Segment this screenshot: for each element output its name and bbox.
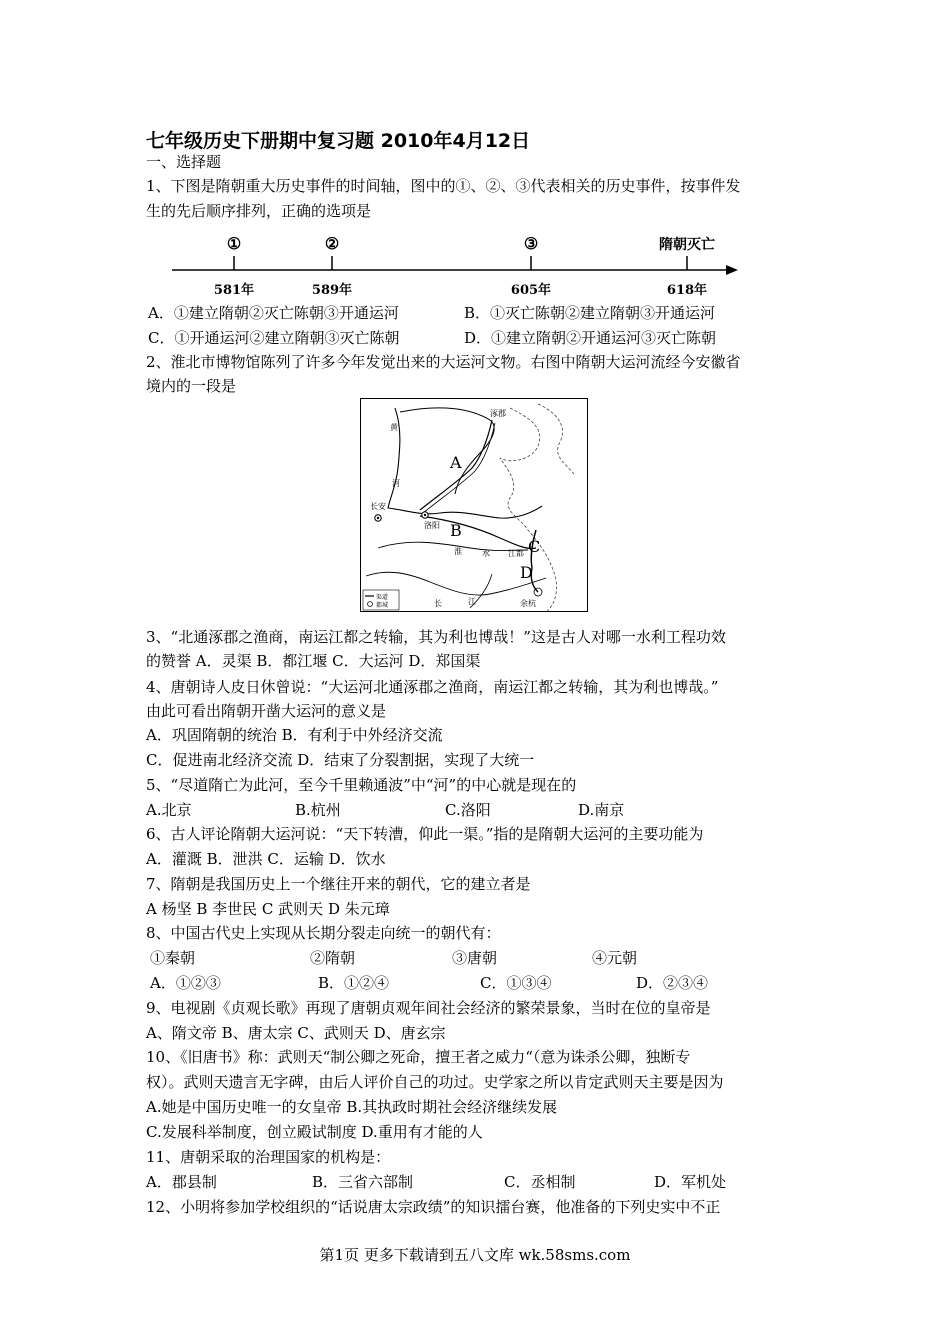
map-label-jiangdu: 江都	[508, 549, 524, 558]
timeline-year-618: 618年	[666, 283, 708, 298]
map-segment-d: D	[520, 563, 533, 582]
q9-options: A、隋文帝 B、唐太宗 C、武则天 D、唐玄宗	[146, 1024, 446, 1042]
q4-stem-line1: 4、唐朝诗人皮日休曾说：“大运河北通涿郡之渔商，南运江都之转输，其为利也博哉。”	[146, 678, 719, 696]
map-label-he: 河	[392, 479, 400, 488]
q3-stem-line1: 3、“北通涿郡之渔商，南运江都之转输，其为利也博哉！”这是古人对哪一水利工程功效	[146, 628, 726, 646]
map-segment-a: A	[450, 453, 462, 472]
timeline-mark-1: ①	[226, 234, 242, 253]
q2-stem-line1: 2、淮北市博物馆陈列了许多今年发觉出来的大运河文物。右图中隋朝大运河流经今安徽省	[146, 353, 741, 371]
q1-stem-line1: 1、下图是隋朝重大历史事件的时间轴，图中的①、②、③代表相关的历史事件，按事件发	[146, 177, 741, 195]
q8-item-4: ④元朝	[592, 949, 638, 967]
grand-canal-map	[360, 398, 588, 612]
map-segment-c: C	[528, 537, 541, 556]
q10-stem-line2: 权）。武则天遗言无字碑，由后人评价自己的功过。史学家之所以肯定武则天主要是因为	[146, 1073, 724, 1091]
q10-options-ab: A.她是中国历史唯一的女皇帝 B.其执政时期社会经济继续发展	[146, 1098, 558, 1116]
q5-option-c: C.洛阳	[445, 801, 491, 819]
q5-option-a: A.北京	[146, 801, 192, 819]
q11-option-d: D．军机处	[654, 1173, 727, 1191]
q11-option-a: A．郡县制	[146, 1173, 217, 1191]
q1-option-c: C．①开通运河②建立隋朝③灭亡陈朝	[148, 329, 400, 347]
map-label-luoyang: 洛阳	[424, 521, 440, 530]
q5-option-b: B.杭州	[295, 801, 341, 819]
timeline-year-581: 581年	[213, 283, 255, 298]
q11-option-b: B．三省六部制	[312, 1173, 414, 1191]
q4-options-ab: A．巩固隋朝的统治 B．有利于中外经济交流	[146, 726, 443, 744]
q8-option-c: C．①③④	[480, 974, 552, 992]
map-segment-b: B	[450, 521, 462, 540]
map-legend-capital: 都城	[376, 602, 389, 609]
timeline-year-605: 605年	[510, 283, 552, 298]
q11-option-c: C．丞相制	[504, 1173, 576, 1191]
q5-option-d: D.南京	[578, 801, 625, 819]
q10-options-cd: C.发展科举制度，创立殿试制度 D.重用有才能的人	[146, 1123, 483, 1141]
q8-item-1: ①秦朝	[150, 949, 196, 967]
q8-stem: 8、中国古代史上实现从长期分裂走向统一的朝代有：	[146, 924, 501, 942]
q12-stem: 12、小明将参加学校组织的“话说唐太宗政绩”的知识擂台赛，他准备的下列史实中不正	[146, 1198, 721, 1216]
q4-options-cd: C．促进南北经济交流 D．结束了分裂割据，实现了大统一	[146, 751, 535, 769]
timeline-year-589: 589年	[311, 283, 353, 298]
q1-option-a: A．①建立隋朝②灭亡陈朝③开通运河	[148, 304, 399, 322]
map-label-changan: 长安	[370, 502, 386, 511]
q1-option-d: D．①建立隋朝②开通运河③灭亡陈朝	[464, 329, 717, 347]
q9-stem: 9、电视剧《贞观长歌》再现了唐朝贞观年间社会经济的繁荣景象，当时在位的皇帝是	[146, 999, 711, 1017]
timeline-arrow-icon	[726, 265, 738, 275]
map-label-yuhang: 余杭	[520, 599, 536, 608]
map-label-shui: 水	[482, 549, 490, 558]
q2-stem-line2: 境内的一段是	[146, 377, 237, 395]
map-label-huang: 黄	[390, 423, 398, 432]
sui-timeline-figure	[170, 232, 740, 302]
map-label-huai: 淮	[454, 547, 462, 556]
q10-stem-line1: 10、《旧唐书》称：武则天“制公卿之死命，擅王者之威力“（意为诛杀公卿，独断专	[146, 1048, 691, 1066]
map-label-chang: 长	[434, 599, 442, 608]
q8-item-3: ③唐朝	[452, 949, 498, 967]
q8-item-2: ②隋朝	[310, 949, 356, 967]
q8-option-b: B．①②④	[318, 974, 390, 992]
q8-option-d: D．②③④	[636, 974, 709, 992]
q4-stem-line2: 由此可看出隋朝开凿大运河的意义是	[146, 702, 387, 720]
q7-stem: 7、隋朝是我国历史上一个继往开来的朝代，它的建立者是	[146, 875, 531, 893]
q11-stem: 11、唐朝采取的治理国家的机构是：	[146, 1148, 391, 1166]
page-title: 七年级历史下册期中复习题 2010年4月12日	[146, 130, 531, 152]
q6-stem: 6、古人评论隋朝大运河说：“天下转漕，仰此一渠。”指的是隋朝大运河的主要功能为	[146, 825, 704, 843]
q7-options: A 杨坚 B 李世民 C 武则天 D 朱元璋	[146, 900, 390, 918]
map-label-zhuojun: 涿郡	[490, 409, 506, 418]
map-label-jiang: 江	[468, 597, 476, 606]
q1-option-b: B．①灭亡陈朝②建立隋朝③开通运河	[464, 304, 716, 322]
q3-stem-line2: 的赞誉 A．灵渠 B．都江堰 C．大运河 D．郑国渠	[146, 652, 481, 670]
q5-stem: 5、“尽道隋亡为此河，至今千里赖通波”中“河”的中心就是现在的	[146, 776, 577, 794]
timeline-mark-3: ③	[523, 234, 539, 253]
q1-stem-line2: 生的先后顺序排列，正确的选项是	[146, 202, 372, 220]
timeline-mark-2: ②	[324, 234, 340, 253]
map-legend-canal: 渠道	[376, 594, 389, 601]
section-heading: 一、选择题	[146, 153, 222, 171]
page-footer: 第1页 更多下载请到五八文库 wk.58sms.com	[319, 1246, 631, 1264]
timeline-mark-sui-fall: 隋朝灭亡	[659, 237, 715, 253]
q6-options: A．灌溉 B．泄洪 C．运输 D．饮水	[146, 850, 386, 868]
q8-option-a: A．①②③	[150, 974, 221, 992]
